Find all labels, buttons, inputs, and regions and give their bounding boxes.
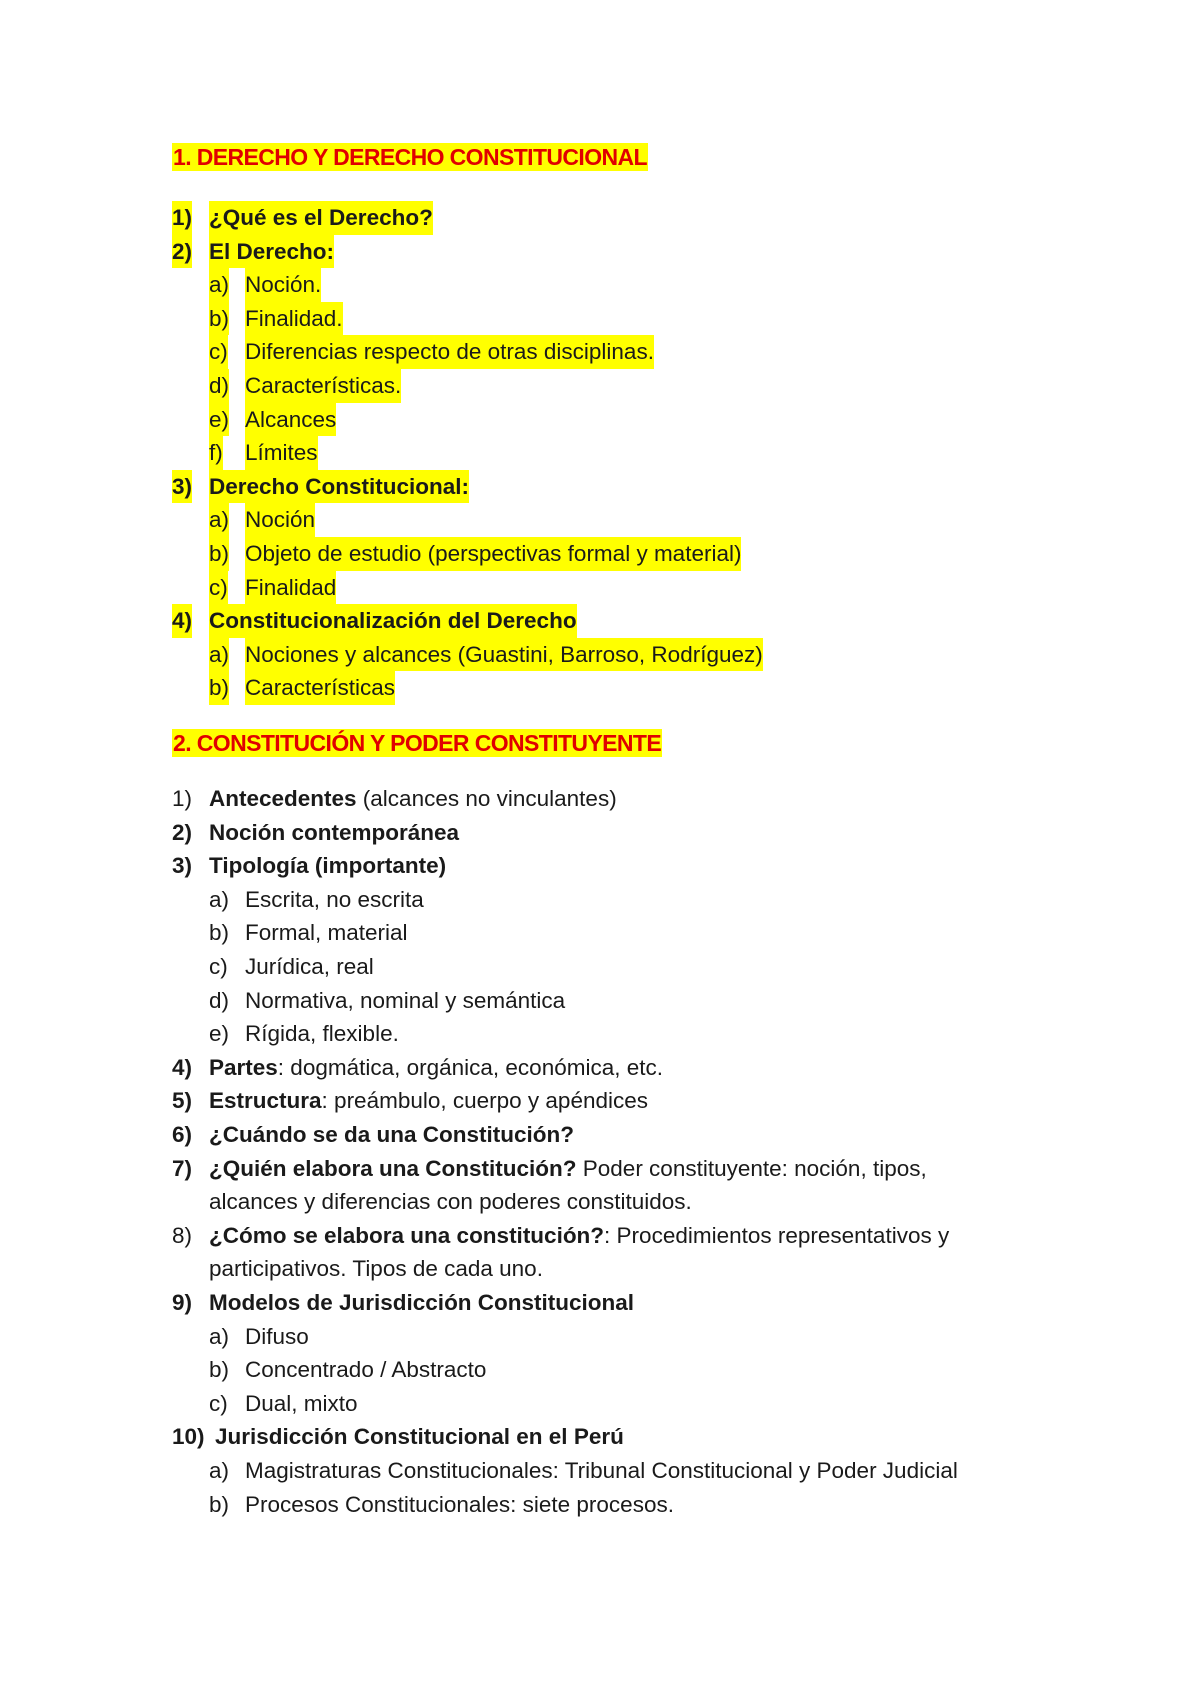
list-item: a) Nociones y alcances (Guastini, Barroso, Rodríguez) [0,638,1200,672]
list-item: e) Rígida, flexible. [209,1021,399,1047]
list-item: 9) Modelos de Jurisdicción Constitucional [172,1290,635,1315]
section-2-heading: 2. CONSTITUCIÓN Y PODER CONSTITUYENTE [173,730,662,756]
list-item: b) Objeto de estudio (perspectivas formal y material) [0,537,1200,571]
list-item: e) Alcances [0,403,1200,437]
list-item: 4) Partes: dogmática, orgánica, económica, etc. [172,1054,663,1080]
list-item: 1) ¿Qué es el Derecho? [0,201,1200,235]
list-item: 2) El Derecho: [0,235,1200,269]
list-item-continuation: alcances y diferencias con poderes constituidos. [209,1189,692,1215]
list-item: b) Finalidad. [0,302,1200,336]
list-item: a) Noción [0,503,1200,537]
list-item: b) Características [0,671,1200,705]
list-item: c) Jurídica, real [209,954,374,979]
list-item: d) Características. [0,369,1200,403]
list-item: d) Normativa, nominal y semántica [209,987,566,1013]
list-item: b) Formal, material [209,920,408,946]
list-item: a) Magistraturas Constitucionales: Tribunal Constitucional y Poder Judicial [209,1458,958,1483]
list-item: c) Finalidad [0,571,1200,605]
list-item: 1) Antecedentes (alcances no vinculantes) [172,786,617,811]
list-item-continuation: participativos. Tipos de cada uno. [209,1256,543,1282]
list-item: c) Diferencias respecto de otras disciplinas. [0,335,1200,369]
list-item: 4) Constitucionalización del Derecho [0,604,1200,638]
list-item: a) Noción. [0,268,1200,302]
list-item: 10) Jurisdicción Constitucional en el Perú [172,1424,624,1450]
list-item: f) Límites [0,436,1200,470]
list-item: 3) Tipología (importante) [172,853,447,879]
list-item: b) Concentrado / Abstracto [209,1357,487,1383]
list-item: 6) ¿Cuándo se da una Constitución? [172,1122,574,1147]
list-item: 8) ¿Cómo se elabora una constitución?: Procedimientos representativos y [172,1222,950,1248]
list-item: 3) Derecho Constitucional: [0,470,1200,504]
list-item: a) Escrita, no escrita [209,886,424,912]
list-item: b) Procesos Constitucionales: siete procesos. [209,1491,674,1517]
list-item: c) Dual, mixto [209,1390,358,1416]
list-item: 7) ¿Quién elabora una Constitución? Poder constituyente: noción, tipos, [172,1155,927,1181]
list-item: a) Difuso [209,1323,309,1349]
list-item: 5) Estructura: preámbulo, cuerpo y apéndices [172,1088,648,1114]
section-1-heading: 1. DERECHO Y DERECHO CONSTITUCIONAL [173,144,647,170]
list-item: 2) Noción contemporánea [172,819,460,845]
